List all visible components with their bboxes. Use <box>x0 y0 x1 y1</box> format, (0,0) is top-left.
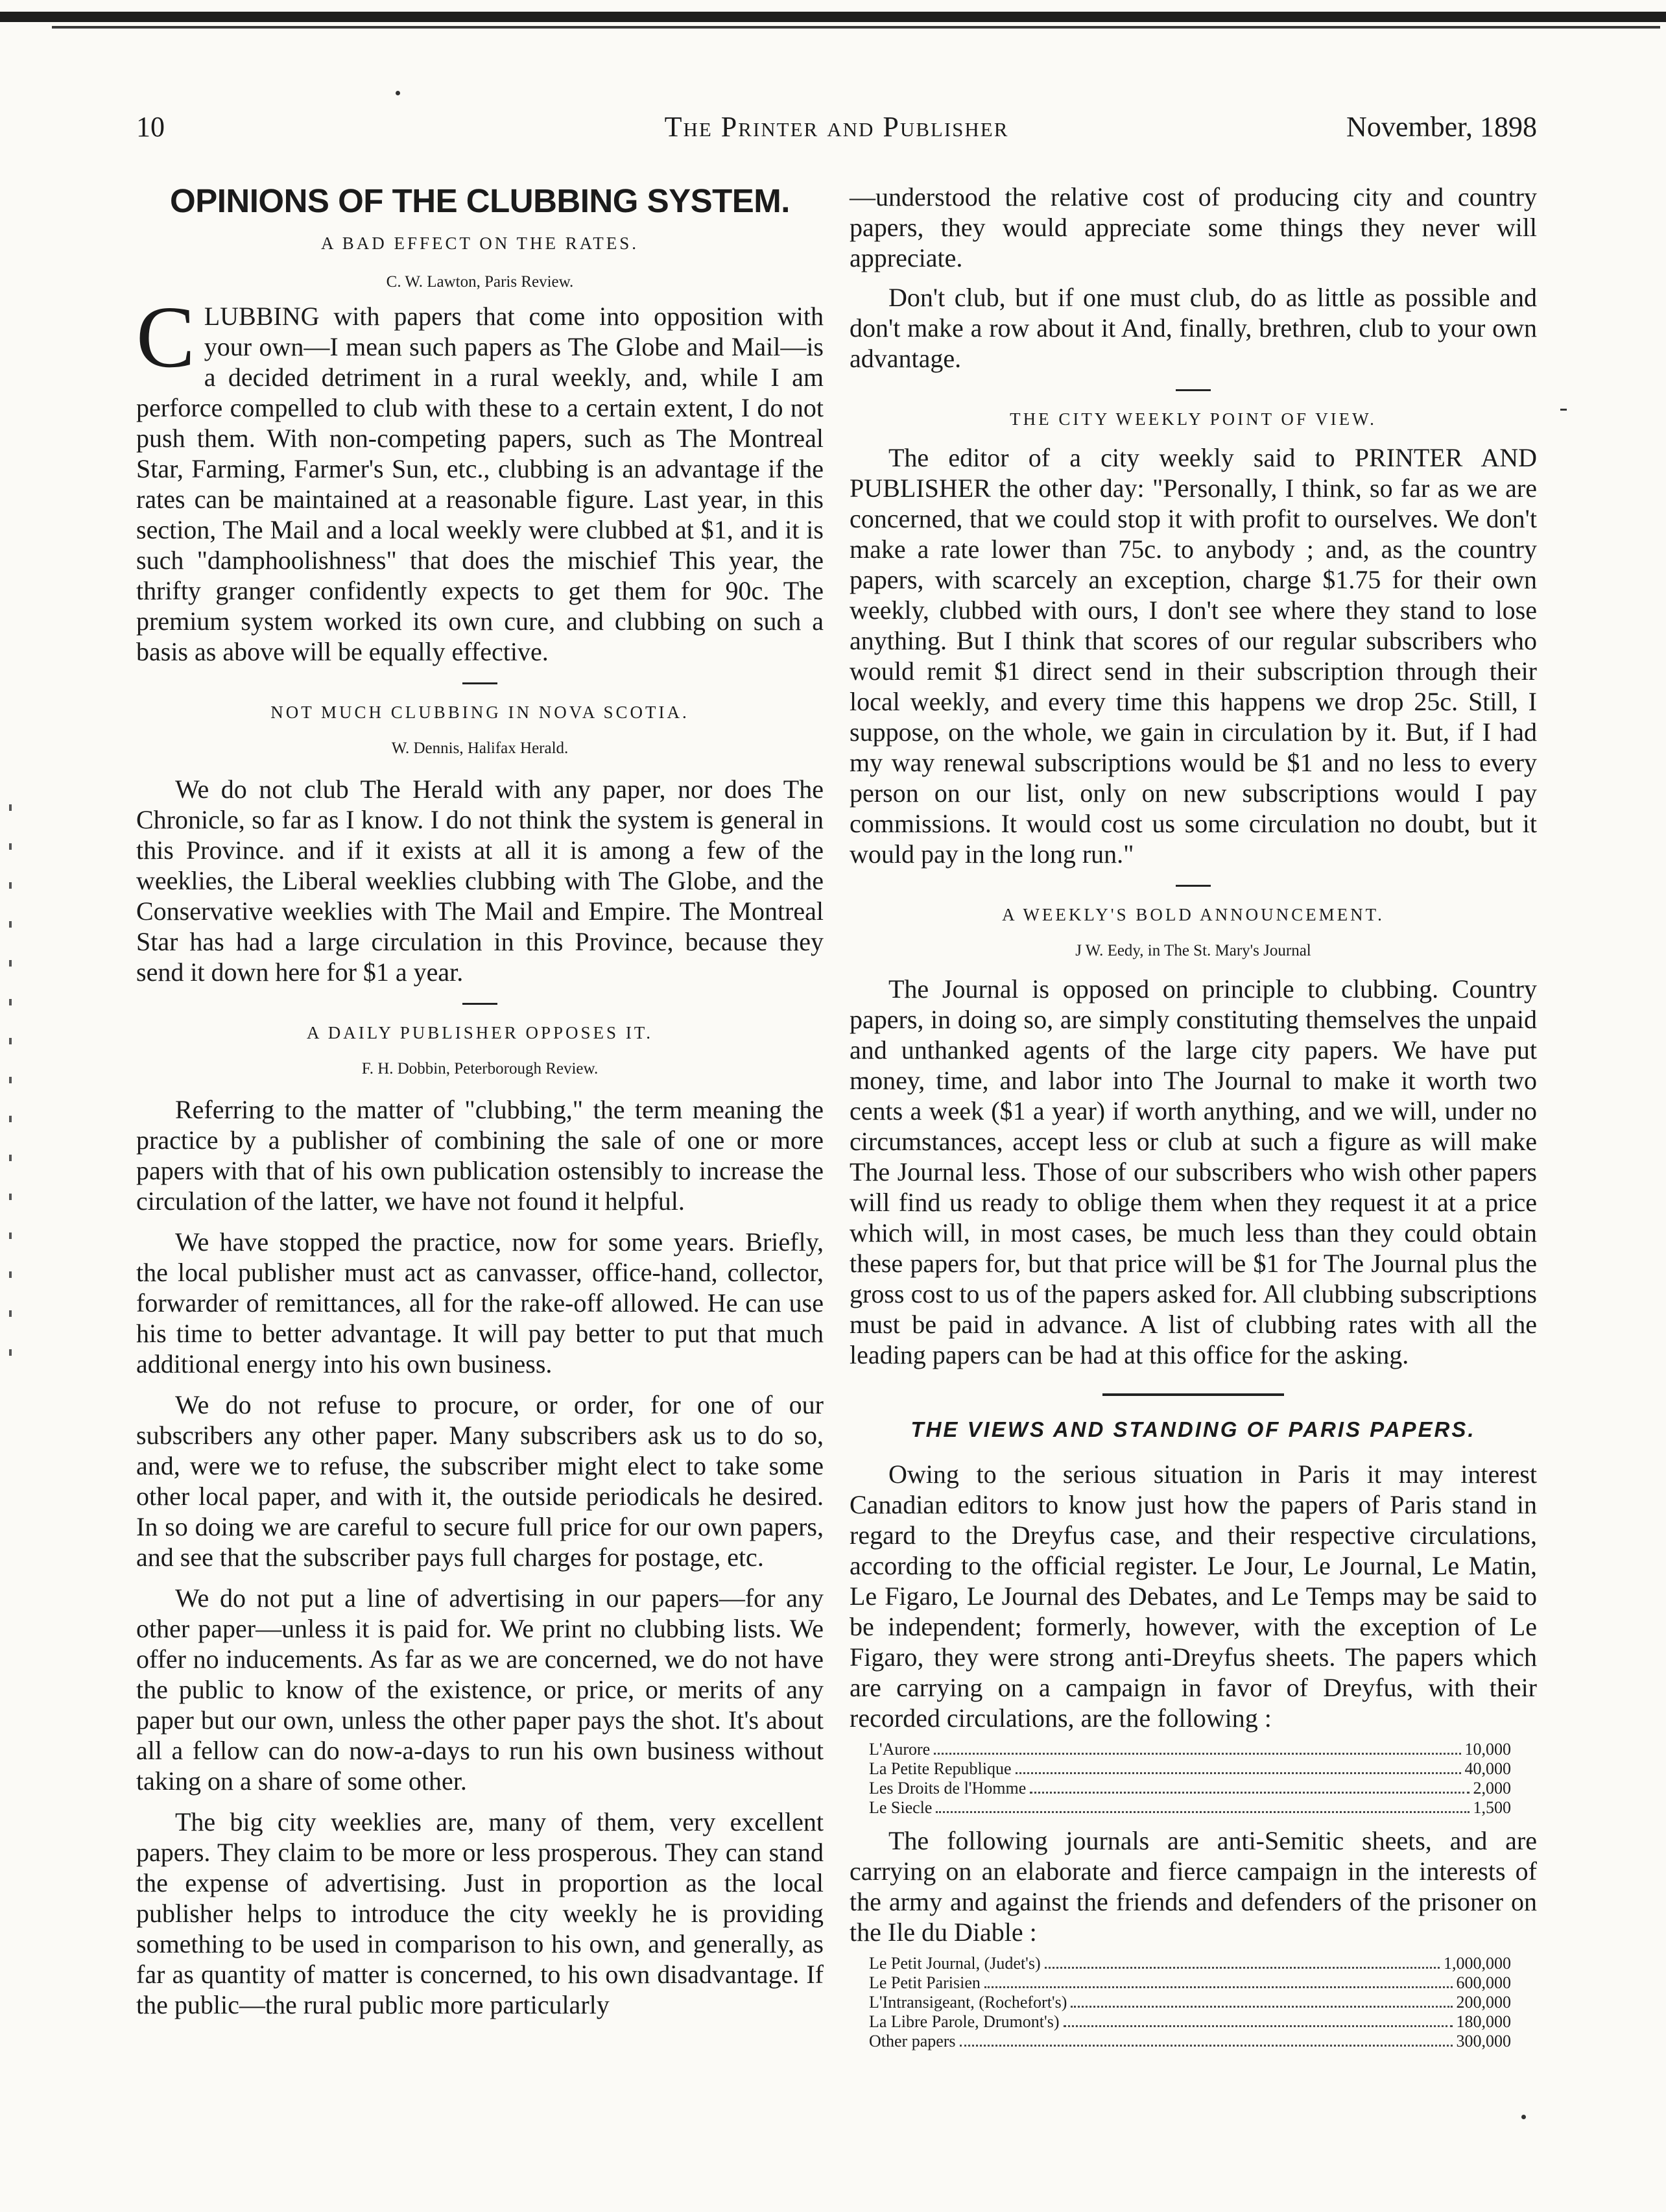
drop-cap: C <box>136 289 195 386</box>
section-divider <box>462 682 497 684</box>
section-byline: W. Dennis, Halifax Herald. <box>391 739 569 757</box>
article-paragraph: We do not refuse to procure, or order, for one of our subscribers any other paper. Many subscribers ask us to do so, and, were we to refuse, the subscriber might elect to take some other local paper, and with it, the outside periodicals he desired. In so doing we are careful to secure full price for our own papers, and see that the subscriber pays full charges for postage, etc. <box>136 1390 824 1572</box>
circulation-value: 1,000,000 <box>1444 1954 1511 1973</box>
right-column <box>850 182 1537 2059</box>
table-row <box>869 2012 1511 2032</box>
table-row <box>869 1954 1511 1973</box>
article-paragraph: The editor of a city weekly said to PRINTER AND PUBLISHER the other day: "Personally, I think, so far as we are concerned, that we could stop it with profit to ourselves. We don't make a rate lower than 75c. to anybody ; and, as the country papers, with scarcely an exception, charge $1.75 for their own weekly, clubbed with ours, I don't see where they stand to lose anything. But I think that scores of our regular subscribers who would remit $1 direct send in their subscription through their local weekly, and every time this happens we drop 25c. Still, I suppose, on the whole, we gain in circulation by it. But, if I had my way renewal subscriptions would be $1 and no less to every person on our list, only on new subscriptions would I pay commissions. It would cost us some circulation no doubt, but it would pay in the long run." <box>850 443 1537 869</box>
print-speck <box>1521 2115 1526 2119</box>
article-paragraph: We do not put a line of advertising in our papers—for any other paper—unless it is paid for. We print no clubbing lists. We offer no inducements. As far as we are concerned, we do not have the public to know of the existence, or price, or merits of any paper but our own, unless the other paper pays the shot. It's about all a fellow can do now-a-days to run his own business without taking on a share of some other. <box>136 1583 824 1796</box>
circulation-value: 300,000 <box>1456 2032 1511 2050</box>
circulation-value: 1,500 <box>1473 1798 1511 1817</box>
section-heading: A BAD EFFECT ON THE RATES. <box>320 234 639 253</box>
article-paragraph: Referring to the matter of "clubbing," the term meaning the practice by a publisher of combining the sale of one or more papers with that of his own publication ostensibly to increase the circulation of the latter, we have not found it helpful. <box>136 1095 824 1216</box>
section-divider <box>1176 389 1211 391</box>
top-border-rule <box>0 12 1666 22</box>
circulation-value: 10,000 <box>1464 1740 1511 1759</box>
table-row <box>869 1798 1511 1818</box>
paper-name: Other papers <box>869 2032 956 2050</box>
table-row <box>869 2032 1511 2051</box>
top-border-rule-thin <box>52 26 1660 29</box>
dot-leader <box>984 1986 1453 1988</box>
section-heading: A DAILY PUBLISHER OPPOSES IT. <box>306 1023 654 1042</box>
section-heading: A WEEKLY'S BOLD ANNOUNCEMENT. <box>1002 905 1385 924</box>
circulation-value: 200,000 <box>1456 1993 1511 2012</box>
print-speck <box>1560 409 1567 411</box>
dot-leader <box>1045 1967 1440 1969</box>
table-row <box>869 1993 1511 2012</box>
article-paragraph: Don't club, but if one must club, do as little as possible and don't make a row about it And, finally, brethren, club to your own advantage. <box>850 283 1537 373</box>
issue-date: November, 1898 <box>1346 111 1537 143</box>
circulation-table-dreyfusard <box>869 1740 1511 1818</box>
page-header <box>136 110 1537 156</box>
page-number: 10 <box>136 111 165 143</box>
journal-title: The Printer and Publisher <box>664 111 1009 143</box>
table-row <box>869 1973 1511 1993</box>
paper-name: Le Petit Parisien <box>869 1973 981 1992</box>
dot-leader <box>936 1811 1469 1813</box>
table-row <box>869 1779 1511 1798</box>
section-byline: C. W. Lawton, Paris Review. <box>386 273 574 291</box>
paper-name: La Libre Parole, Drumont's) <box>869 2012 1060 2031</box>
section-heading: THE CITY WEEKLY POINT OF VIEW. <box>1010 409 1377 429</box>
article-paragraph: The big city weeklies are, many of them, very excellent papers. They claim to be more or less prosperous. They can stand the expense of advertising. Just in proportion as the local publisher helps to introduce the city weekly he is providing something to be used in comparison to his own, and generally, as far as quantity of matter is concerned, to his own disadvantage. If the public—the rural public more particularly <box>136 1807 824 2019</box>
circulation-value: 600,000 <box>1456 1973 1511 1992</box>
article-paragraph: CLUBBING with papers that come into opposition with your own—I mean such papers as The Globe and Mail—is a decided detriment in a rural weekly, and, while I am perforce compelled to club with these to a certain extent, I do not push them. With non-competing papers, such as The Montreal Star, Farming, Farmer's Sun, etc., clubbing is an advantage if the rates can be maintained at a reasonable figure. Last year, in this section, The Mail and a local weekly were clubbed at $1, and it is such "damphoolishness" that does the mischief This year, the thrifty granger confidently expects to get them for 90c. The premium system worked its own cure, and clubbing on such a basis as above will be equally effective. <box>136 289 824 666</box>
left-column <box>136 182 824 2020</box>
dot-leader <box>1030 1792 1469 1794</box>
paper-name: La Petite Republique <box>869 1759 1012 1778</box>
paper-name: Le Petit Journal, (Judet's) <box>869 1954 1041 1973</box>
paper-name: Les Droits de l'Homme <box>869 1779 1027 1797</box>
section-byline: F. H. Dobbin, Peterborough Review. <box>361 1060 599 1077</box>
article-paragraph: The following journals are anti-Semitic sheets, and are carrying on an elaborate and fierce campaign in the interests of the army and against the friends and defenders of the prisoner on the Ile du Diable : <box>850 1826 1537 1947</box>
article-paragraph: We do not club The Herald with any paper, nor does The Chronicle, so far as I know. I do not think the system is general in this Province. and if it exists at all it is among a few of the weeklies, the Liberal weeklies clubbing with The Globe, and the Conservative weeklies with The Mail and Empire. The Montreal Star has had a large circulation in this Province, because they send it down here for $1 a year. <box>136 775 824 987</box>
article-paragraph: We have stopped the practice, now for some years. Briefly, the local publisher must act as canvasser, office-hand, collector, forwarder of remittances, all for the rake-off allowed. He can use his time to better advantage. It will pay better to put that much additional energy into his own business. <box>136 1227 824 1378</box>
table-row <box>869 1740 1511 1759</box>
section-heading: NOT MUCH CLUBBING IN NOVA SCOTIA. <box>270 703 689 722</box>
article-title: OPINIONS OF THE CLUBBING SYSTEM. <box>170 182 790 219</box>
circulation-value: 180,000 <box>1456 2012 1511 2031</box>
article-paragraph: —understood the relative cost of producing city and country papers, they would appreciate some things they never will appreciate. <box>850 182 1537 272</box>
dot-leader <box>1071 2006 1452 2008</box>
dot-leader <box>1064 2025 1453 2027</box>
circulation-table-anti-semitic <box>869 1954 1511 2051</box>
article-divider <box>1102 1393 1284 1396</box>
section-heading: THE VIEWS AND STANDING OF PARIS PAPERS. <box>910 1417 1476 1441</box>
binding-edge-marks <box>9 804 12 1388</box>
section-divider <box>1176 885 1211 887</box>
section-divider <box>462 1003 497 1005</box>
circulation-value: 40,000 <box>1464 1759 1511 1778</box>
dot-leader <box>934 1753 1460 1755</box>
circulation-value: 2,000 <box>1473 1779 1511 1797</box>
paper-name: L'Aurore <box>869 1740 931 1759</box>
paper-name: L'Intransigeant, (Rochefort's) <box>869 1993 1067 2012</box>
dot-leader <box>960 2045 1453 2047</box>
article-paragraph: Owing to the serious situation in Paris it may interest Canadian editors to know just how the papers of Paris stand in regard to the Dreyfus case, and their respective circulations, according to the official register. Le Jour, Le Journal, Le Matin, Le Figaro, Le Journal des Debates, and Le Temps may be said to be independent; formerly, however, with the exception of Le Figaro, they were strong anti-Dreyfus sheets. The papers which are carrying on a campaign in favor of Dreyfus, with their recorded circulations, are the following : <box>850 1460 1537 1733</box>
dot-leader <box>1016 1772 1461 1774</box>
table-row <box>869 1759 1511 1779</box>
print-speck <box>396 91 400 95</box>
paper-name: Le Siecle <box>869 1798 933 1817</box>
article-paragraph: The Journal is opposed on principle to clubbing. Country papers, in doing so, are simply constituting themselves the unpaid and unthanked agents of the large city papers. We have put money, time, and labor into The Journal to make it worth two cents a week ($1 a year) if worth anything, and we will, under no circumstances, accept less or club at such a figure as will make The Journal less. Those of our subscribers who wish other papers will find us ready to oblige them when they request it at a price which will, in most cases, be much less than they could obtain these papers for, but that price will be $1 for The Journal plus the gross cost to us of the papers asked for. All clubbing subscriptions must be paid in advance. A list of clubbing rates with all the leading papers can be had at this office for the asking. <box>850 974 1537 1369</box>
section-byline: J W. Eedy, in The St. Mary's Journal <box>1075 942 1311 959</box>
